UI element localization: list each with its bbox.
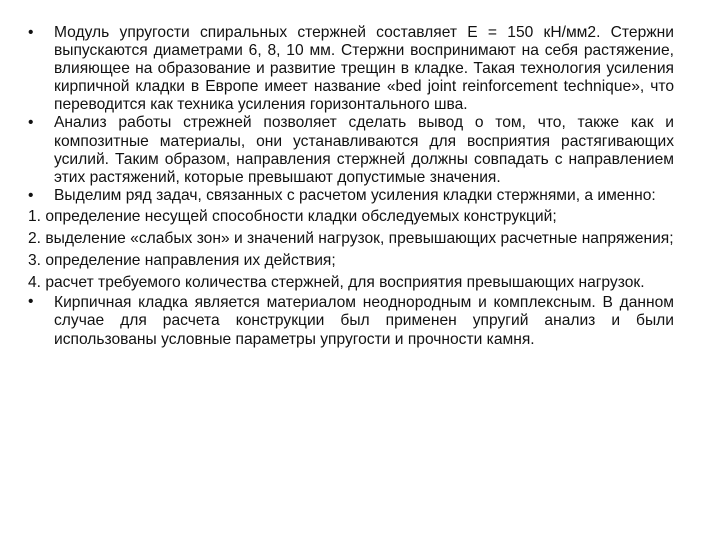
bullet-marker: • [28,293,34,311]
bullet-marker: • [28,114,34,132]
task-item-2: 2. выделение «слабых зон» и значений нагрузок, превышающих расчетные напряжения; [28,230,674,248]
task-item-3: 3. определение направления их действия; [28,252,336,270]
bullet-marker: • [28,24,34,41]
paragraph-text: Выделим ряд задач, связанных с расчетом усиления кладки стержнями, а именно: [54,186,656,204]
paragraph-text: Модуль упругости спиральных стержней составляет Е = 150 кН/мм2. Стержни выпускаются диаметрами 6, 8, 10 мм. Стержни воспринимают на себя растяжение, влияющее на образование и развитие трещин в кладке. Такая технология усиления кирпичной кладки в Европе имеет название «bed joint reinforcement technique», что переводится как техника усиления горизонтального шва. [54,24,674,114]
slide-body [28,24,674,349]
bullet-paragraph-modulus [28,24,674,114]
bullet-paragraph-analysis [28,114,674,186]
paragraph-text: Анализ работы стрежней позволяет сделать вывод о том, что, также как и композитные материалы, они устанавливаются для восприятия растягивающих усилий. Таким образом, направления стержней должны совпадать с направлением этих растяжений, которые превышают допустимые значения. [54,114,674,186]
bullet-paragraph-tasks-intro [28,187,674,205]
paragraph-text: Кирпичная кладка является материалом неоднородным и комплексным. В данном случае для расчета конструкции был применен упругий анализ и были использованы условные параметры упругости и прочности камня. [54,294,674,348]
bullet-paragraph-closing [28,293,674,348]
task-item-4: 4. расчет требуемого количества стержней, для восприятия превышающих нагрузок. [28,274,645,292]
bullet-marker: • [28,186,34,204]
task-item-1: 1. определение несущей способности кладки обследуемых конструкций; [28,207,557,225]
